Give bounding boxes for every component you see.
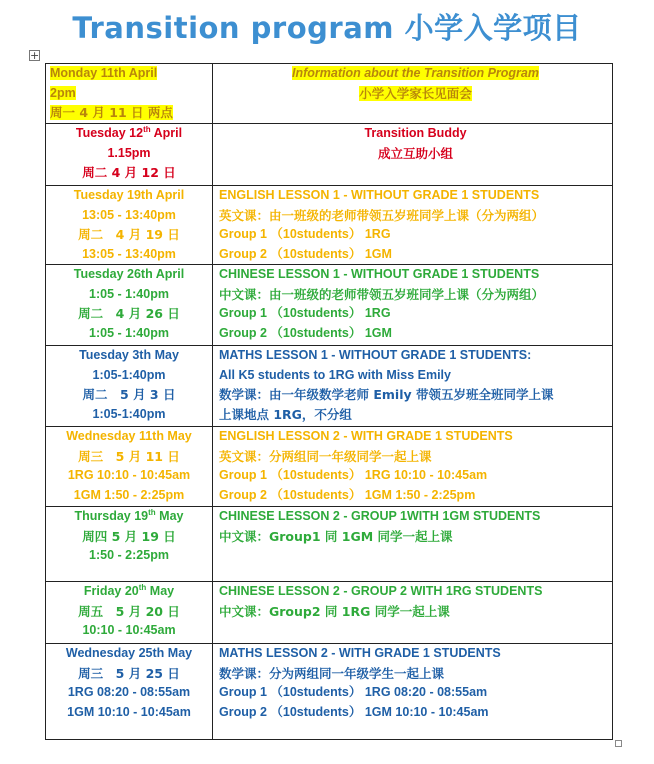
schedule-row (46, 427, 613, 507)
info-line: CHINESE LESSON 1 - WITHOUT GRADE 1 STUDENTS (219, 267, 540, 281)
schedule-row (46, 186, 613, 265)
schedule-body (46, 64, 613, 740)
date-line: 1:05-1:40pm (92, 367, 166, 382)
date-line: 周二 4 月 26 日 (78, 306, 180, 321)
date-text: 周二 4 月 12 日 (82, 165, 176, 180)
info-line: Group 2 （10students） 1GM (219, 246, 392, 261)
info-line: 中文课：由一班级的老师带领五岁班同学上课（分为两组） (219, 286, 545, 302)
date-text: Tuesday 12 (75, 126, 144, 140)
date-line: Tuesday 26th April (73, 267, 185, 281)
date-line: 1:05 - 1:40pm (89, 286, 169, 301)
info-line: CHINESE LESSON 2 - GROUP 1WITH 1GM STUDENTS (219, 509, 541, 523)
date-line: 1GM 10:10 - 10:45am (67, 704, 191, 719)
info-cell (213, 64, 613, 124)
info-line: Group 2 （10students） 1GM (219, 325, 392, 340)
info-line: Group 1 （10students） 1RG 08:20 - 08:55am (219, 685, 488, 699)
date-cell (46, 346, 213, 427)
date-line (46, 582, 212, 602)
date-line: 周二 4 月 19 日 (78, 227, 180, 242)
date-line: Wednesday 11th May (66, 429, 192, 443)
info-line: Transition Buddy (364, 126, 467, 140)
info-line: 中文课：Group2 同 1RG 同学一起上课 (219, 603, 450, 619)
date-line: 周二 5 月 3 日 (82, 387, 176, 402)
resize-handle-icon[interactable] (615, 740, 622, 747)
schedule-row (46, 507, 613, 582)
schedule-row (46, 64, 613, 124)
info-cell (213, 346, 613, 427)
date-cell (46, 507, 213, 582)
date-line (46, 527, 212, 547)
date-line: 1GM 1:50 - 2:25pm (73, 487, 185, 502)
date-line (46, 602, 212, 622)
date-cell (46, 644, 213, 740)
date-cell (46, 265, 213, 346)
schedule-table (45, 63, 613, 740)
info-cell (213, 644, 613, 740)
info-line: CHINESE LESSON 2 - GROUP 2 WITH 1RG STUDENTS (219, 584, 543, 598)
info-line: Group 2 （10students） 1GM 1:50 - 2:25pm (219, 487, 476, 502)
info-cell (213, 186, 613, 265)
date-cell (46, 582, 213, 644)
ordinal-suffix: th (148, 507, 156, 517)
date-line: Tuesday 3th May (79, 348, 179, 362)
info-line: MATHS LESSON 2 - WITH GRADE 1 STUDENTS (219, 646, 501, 660)
date-text: Thursday 19 (74, 509, 149, 523)
info-line: ENGLISH LESSON 1 - WITHOUT GRADE 1 STUDENTS (219, 188, 540, 202)
date-text: Friday 20 (83, 584, 139, 598)
date-text: 周五 5 月 20 日 (78, 603, 180, 619)
info-line: 中文课：Group1 同 1GM 同学一起上课 (219, 528, 453, 544)
info-line: 英文课：分两组同一年级同学一起上课 (219, 448, 432, 464)
date-cell (46, 124, 213, 186)
page-title: Transition program 小学入学项目 (72, 11, 582, 45)
info-line: 小学入学家长见面会 (359, 85, 472, 101)
date-line: 13:05 - 13:40pm (82, 207, 176, 222)
ordinal-suffix: th (138, 582, 147, 592)
date-line (46, 546, 212, 566)
date-line: 1RG 08:20 - 08:55am (67, 685, 191, 699)
info-line: 上课地点 1RG，不分组 (219, 406, 352, 422)
info-line: 成立互助小组 (377, 145, 453, 161)
info-line: Information about the Transition Program (291, 66, 539, 80)
date-line: 周三 5 月 25 日 (78, 665, 180, 681)
date-line (46, 163, 212, 183)
info-cell (213, 124, 613, 186)
ordinal-suffix: th (143, 124, 151, 134)
schedule-row (46, 265, 613, 346)
info-line: MATHS LESSON 1 - WITHOUT GRADE 1 STUDENTS: (219, 348, 532, 362)
info-cell (213, 582, 613, 644)
date-line: 周三 5 月 11 日 (78, 448, 180, 464)
date-text: April (150, 126, 183, 140)
schedule-row (46, 124, 613, 186)
info-line: ENGLISH LESSON 2 - WITH GRADE 1 STUDENTS (219, 429, 513, 443)
date-line: 1:05 - 1:40pm (89, 325, 169, 340)
info-line: 数学课：分为两组同一年级学生一起上课 (219, 665, 445, 681)
schedule-row (46, 582, 613, 644)
date-line (46, 507, 212, 527)
schedule-row (46, 346, 613, 427)
move-anchor-icon[interactable]: + (30, 49, 40, 62)
date-cell (46, 64, 213, 124)
info-line: Group 1 （10students） 1RG (219, 306, 391, 320)
date-text: May (155, 509, 184, 523)
date-line: 13:05 - 13:40pm (82, 246, 176, 261)
date-text: 1:50 - 2:25pm (89, 548, 169, 562)
date-cell (46, 186, 213, 265)
date-line: 2pm (50, 85, 76, 100)
info-line: Group 2 （10students） 1GM 10:10 - 10:45am (219, 704, 489, 719)
info-cell (213, 265, 613, 346)
info-line: Group 1 （10students） 1RG (219, 227, 391, 241)
date-line (46, 124, 212, 144)
date-text: 1.15pm (107, 145, 151, 160)
date-line: 1:05-1:40pm (92, 406, 166, 421)
info-cell (213, 427, 613, 507)
date-line: 1RG 10:10 - 10:45am (67, 468, 191, 482)
date-text: 10:10 - 10:45am (82, 623, 176, 637)
date-line (46, 621, 212, 641)
info-line: All K5 students to 1RG with Miss Emily (219, 367, 451, 382)
info-line: 数学课：由一年级数学老师 Emily 带领五岁班全班同学上课 (219, 387, 554, 402)
info-line: Group 1 （10students） 1RG 10:10 - 10:45am (219, 468, 488, 482)
date-line (46, 144, 212, 164)
date-line: Tuesday 19th April (73, 188, 185, 202)
info-cell (213, 507, 613, 582)
date-line: 周一 4 月 11 日 两点 (50, 105, 173, 120)
schedule-row (46, 644, 613, 740)
date-text: May (146, 584, 175, 598)
date-line: Monday 11th April (50, 66, 158, 80)
date-cell (46, 427, 213, 507)
date-line: Wednesday 25th May (65, 646, 193, 660)
info-line: 英文课：由一班级的老师带领五岁班同学上课（分为两组） (219, 207, 545, 223)
date-text: 周四 5 月 19 日 (82, 528, 176, 544)
